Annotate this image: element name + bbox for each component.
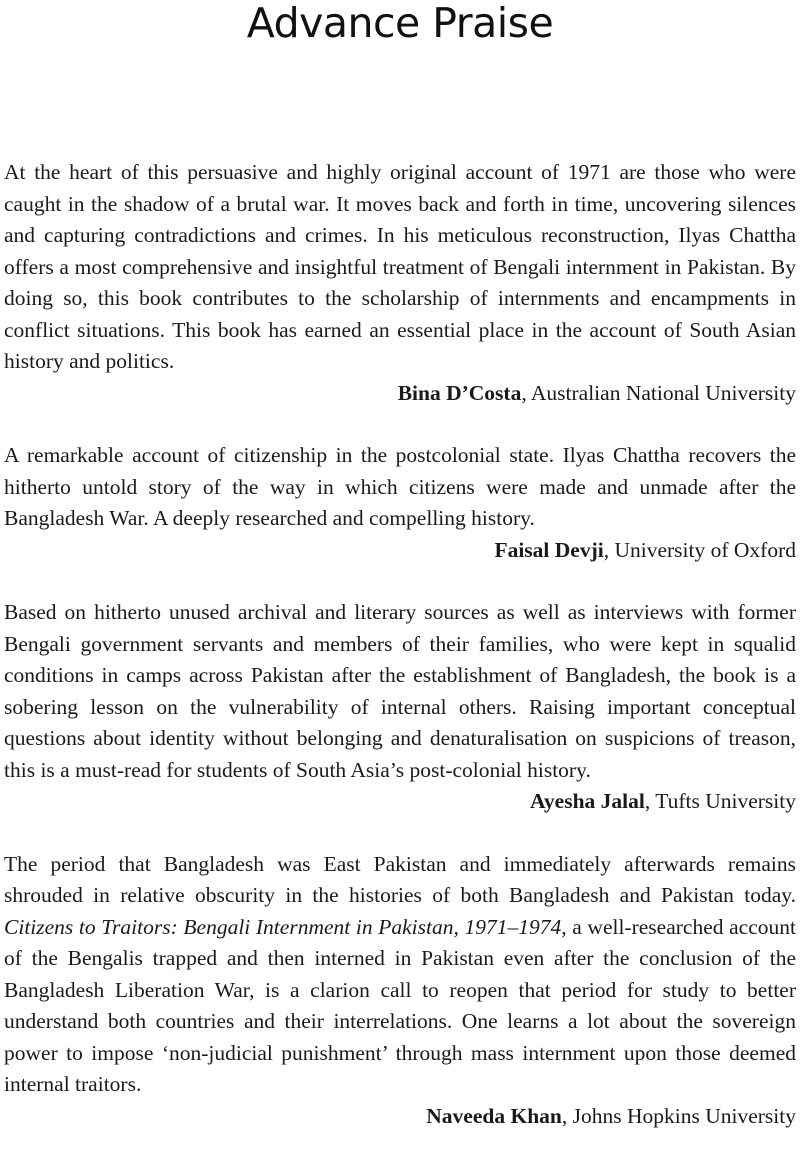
reviewer-name: Naveeda Khan xyxy=(426,1103,562,1128)
praise-list xyxy=(4,157,796,1163)
praise-item xyxy=(4,849,796,1133)
quote-text: At the heart of this persuasive and highly original account of 1971 are those who were caught in the shadow of a brutal war. It moves back and forth in time, uncovering silences and capturing contradictions and crimes. In his meticulous reconstruction, Ilyas Chattha offers a most comprehensive and insightful treatment of Bengali internment in Pakistan. By doing so, this book contributes to the scholarship of internments and encampments in conflict situations. This book has earned an essential place in the account of South Asian history and politics. xyxy=(4,160,796,373)
attribution xyxy=(4,378,796,410)
praise-item xyxy=(4,440,796,566)
attribution xyxy=(4,786,796,818)
reviewer-affiliation: , Johns Hopkins University xyxy=(561,1103,796,1128)
quote-text: , a well-researched account of the Bengalis trapped and then interned in Pakistan even after the conclusion of the Bangladesh Liberation War, is a clarion call to reopen that period for study to better understand both countries and their interrelations. One learns a lot about the sovereign power to impose ‘non-judicial punishment’ through mass internment upon those deemed internal traitors. xyxy=(4,914,796,1096)
quote-text: The period that Bangladesh was East Pakistan and immediately afterwards remains shrouded in relative obscurity in the histories of both Bangladesh and Pakistan today. xyxy=(4,851,796,907)
praise-quote xyxy=(4,849,796,1101)
praise-quote xyxy=(4,597,796,786)
praise-item xyxy=(4,597,796,818)
praise-quote xyxy=(4,440,796,535)
reviewer-name: Faisal Devji xyxy=(494,537,604,562)
quote-text: A remarkable account of citizenship in the postcolonial state. Ilyas Chattha recovers the hitherto untold story of the way in which citizens were made and unmade after the Bangladesh War. A deeply researched and compelling history. xyxy=(4,443,796,530)
praise-quote xyxy=(4,157,796,378)
attribution xyxy=(4,535,796,567)
reviewer-affiliation: , University of Oxford xyxy=(603,537,796,562)
reviewer-name: Bina D’Costa xyxy=(397,380,522,405)
attribution xyxy=(4,1101,796,1133)
page-title: Advance Praise xyxy=(246,0,554,47)
reviewer-affiliation: , Tufts University xyxy=(644,789,796,813)
reviewer-name: Ayesha Jalal xyxy=(529,789,645,813)
quote-text: Based on hitherto unused archival and literary sources as well as interviews with former Bengali government servants and members of their families, who were kept in squalid conditions in camps across Pakistan after the establishment of Bangladesh, the book is a sobering lesson on the vulnerability of internal others. Raising important conceptual questions about identity without belonging and denaturalisation on suspicions of treason, this is a must-read for students of South Asia’s post-colonial history. xyxy=(4,600,796,782)
book-title: Citizens to Traitors: Bengali Internment in Pakistan, 1971–1974 xyxy=(4,914,562,939)
praise-item xyxy=(4,157,796,409)
reviewer-affiliation: , Australian National University xyxy=(521,380,796,405)
